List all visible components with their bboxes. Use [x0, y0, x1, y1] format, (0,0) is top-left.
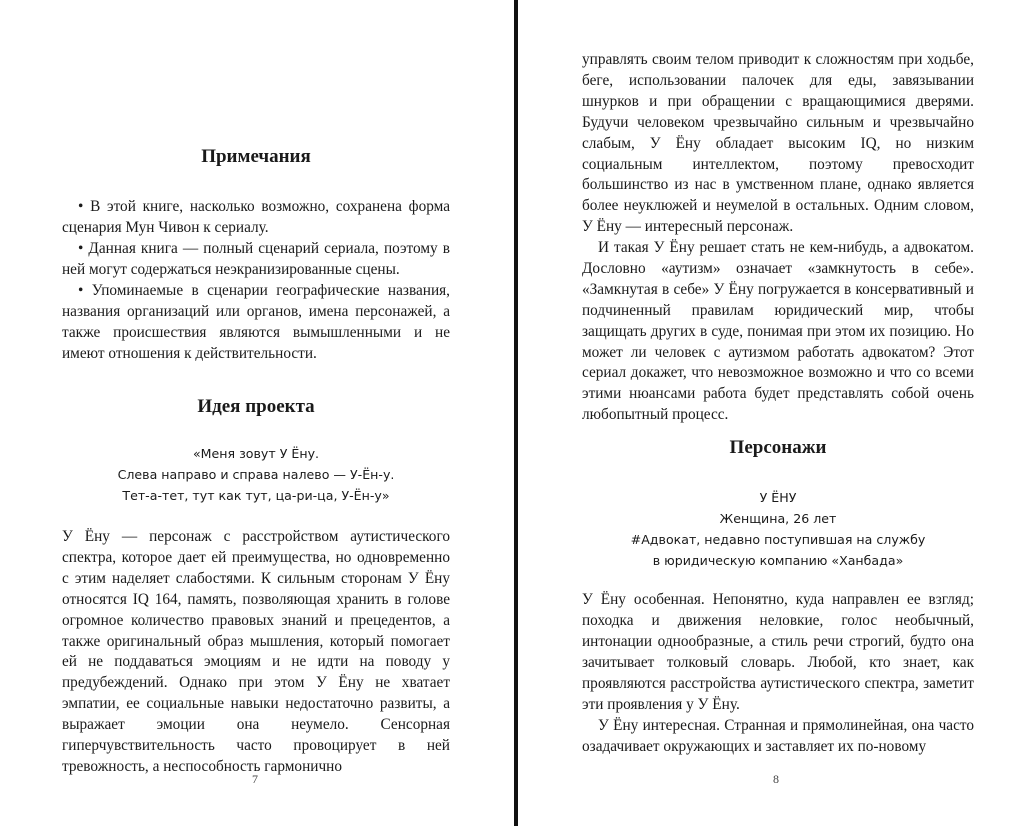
character-role: #Адвокат, недавно поступившая на службу	[630, 532, 926, 547]
character-age: Женщина, 26 лет	[719, 511, 837, 526]
second-paragraph: И такая У Ёну решает стать не кем-нибудь, а адвокатом. Дословно «аутизм» означает «замкнутость в себе». «Замкнутая в себе» У Ёну погружается в консервативный и подчиненный правилам юридический мир, чтобы защищать других в суде, понимая при этом их позицию. Но может ли человек с аутизмом работать адвокатом? Этот сериал докажет, что невозможное возможно и что со всеми этими нюансами работа будет представлять собой очень любопытный процесс.	[582, 239, 974, 424]
notes-heading: Примечания	[201, 146, 311, 167]
character-body-2: У Ёну интересная. Странная и прямолинейная, она часто озадачивает окружающих и заставляет их по-новому	[582, 717, 974, 755]
note-item-2: • Данная книга — полный сценарий сериала, поэтому в ней могут содержаться неэкранизированные сцены.	[62, 240, 450, 278]
idea-heading: Идея проекта	[197, 396, 315, 417]
characters-heading: Персонажи	[729, 437, 827, 458]
epigraph-line: Тет-а-тет, тут как тут, ца-ри-ца, У-Ён-у»	[122, 488, 390, 503]
page-number-left: 7	[252, 772, 258, 786]
character-body-1: У Ёну особенная. Непонятно, куда направлен ее взгляд; походка и движения неловкие, голос необычный, интонации однообразные, а стиль речи строгий, будто она зачитывает толковый словарь. Любой, кто знает, как проявляются расстройства аутистического спектра, заметит эти проявления у У Ёну.	[582, 591, 974, 713]
idea-body: У Ёну — персонаж с расстройством аутистического спектра, которое дает ей преимущества, но одновременно с этим наделяет слабостями. К сильным сторонам У Ёну относятся IQ 164, память, позволяющая хранить в голове огромное количество правовых знаний и прецедентов, а также оригинальный образ мышления, который помогает ей не поддаваться эмоциям и не идти на поводу у предубеждений. Однако при этом У Ёну не хватает эмпатии, ее социальные навыки недостаточно развиты, а выражает эмоции она неумело. Сенсорная гиперчувствительность часто провоцирует в ней тревожность, а неспособность гармонично	[62, 528, 450, 775]
character-card	[582, 487, 974, 571]
note-item-3: • Упоминаемые в сценарии географические названия, названия организаций или органов, имена персонажей, а также происшествия являются вымышленными и не имеют отношения к действительности.	[62, 282, 450, 362]
epigraph-line: «Меня зовут У Ёну.	[192, 446, 320, 461]
character-company: в юридическую компанию «Ханбада»	[652, 553, 904, 568]
character-name: У ЁНУ	[759, 490, 797, 505]
left-page	[0, 0, 514, 826]
page-number-right: 8	[773, 772, 779, 786]
epigraph	[62, 443, 450, 506]
epigraph-line: Слева направо и справа налево — У-Ён-у.	[117, 467, 395, 482]
right-page	[518, 0, 1035, 826]
note-item-1: • В этой книге, насколько возможно, сохранена форма сценария Мун Чивон к сериалу.	[62, 198, 450, 236]
continuation-paragraph: управлять своим телом приводит к сложностям при ходьбе, беге, использовании палочек для еды, завязывании шнурков и при обращении с вращающимися дверями. Будучи человеком чрезвычайно сильным и чрезвычайно слабым, У Ёну обладает высоким IQ, но низким социальным интеллектом, поэтому превосходит большинство из нас в умственном плане, однако является более неуклюжей и неумелой в остальных. Одним словом, У Ёну — интересный персонаж.	[582, 51, 974, 236]
